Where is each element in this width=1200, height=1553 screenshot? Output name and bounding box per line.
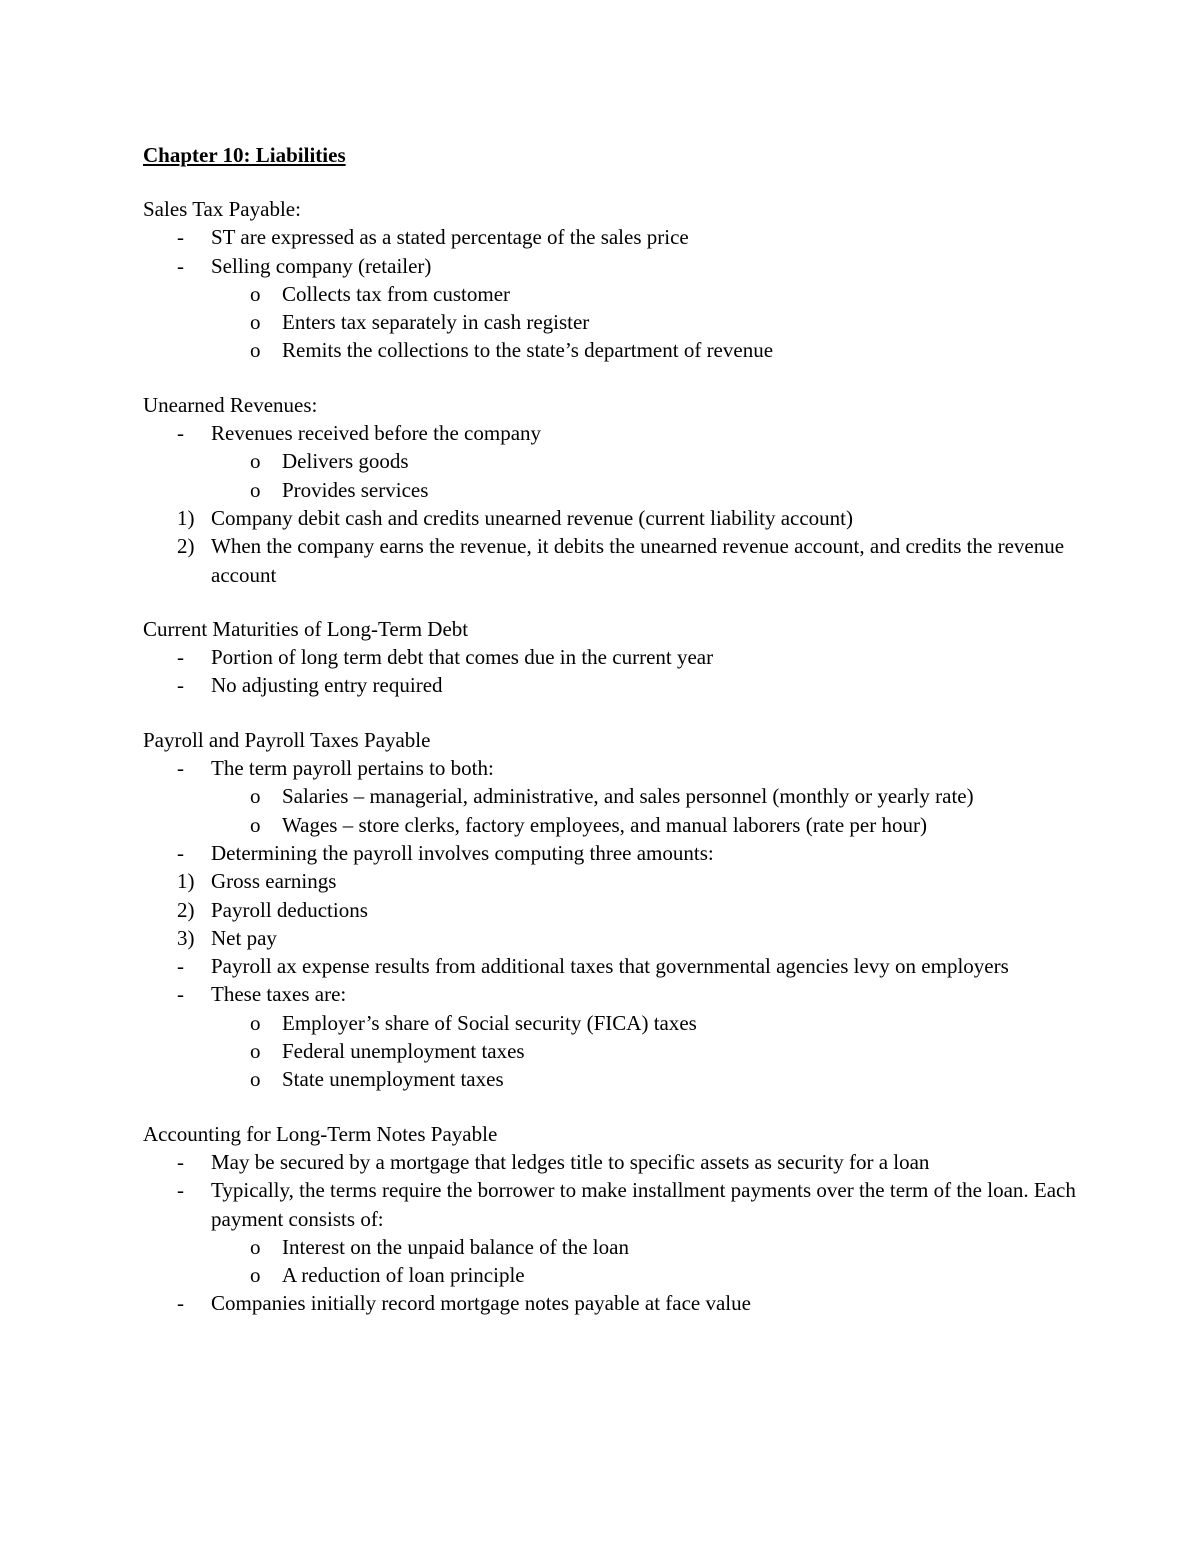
number-marker: 1) — [177, 505, 195, 530]
circle-bullet: o — [250, 1263, 261, 1288]
list-item-text: State unemployment taxes — [282, 1067, 504, 1092]
list-item-text: Remits the collections to the state’s department of revenue — [282, 338, 774, 363]
list-item-text: Payroll deductions — [211, 897, 368, 922]
dash-bullet: - — [177, 421, 184, 446]
list-item-text: Revenues received before the company — [211, 421, 542, 446]
numbered-item — [143, 532, 1083, 589]
list-item-text: Portion of long term debt that comes due in the current year — [211, 645, 714, 670]
list-item — [143, 754, 1083, 782]
circle-bullet: o — [250, 1010, 261, 1035]
section-current-maturities — [143, 615, 1083, 700]
circle-bullet: o — [250, 477, 261, 502]
sub-list-item — [143, 476, 1083, 504]
list-item — [143, 1176, 1083, 1233]
section-unearned-revenues — [143, 391, 1083, 589]
numbered-item — [143, 867, 1083, 895]
dash-bullet: - — [177, 756, 184, 781]
list-item-text: ST are expressed as a stated percentage of the sales price — [211, 225, 689, 250]
list-item — [143, 1289, 1083, 1317]
section-heading: Unearned Revenues: — [143, 392, 318, 417]
list-item-text: The term payroll pertains to both: — [211, 756, 494, 781]
section-heading: Accounting for Long-Term Notes Payable — [143, 1121, 498, 1146]
list-item-text: Enters tax separately in cash register — [282, 310, 590, 335]
dash-bullet: - — [177, 840, 184, 865]
sub-list-item — [143, 811, 1083, 839]
dash-bullet: - — [177, 225, 184, 250]
list-item-text: Net pay — [211, 925, 277, 950]
circle-bullet: o — [250, 784, 261, 809]
list-item-text: Employer’s share of Social security (FICA) taxes — [282, 1010, 697, 1035]
list-item-text: Typically, the terms require the borrower to make installment payments over the term of the loan. Each payment consists of: — [211, 1178, 1076, 1231]
list-item-text: Payroll ax expense results from additional taxes that governmental agencies levy on employers — [211, 954, 1009, 979]
list-item — [143, 952, 1083, 980]
page-title: Chapter 10: Liabilities — [143, 143, 346, 167]
list-item — [143, 980, 1083, 1008]
list-item-text: Gross earnings — [211, 869, 337, 894]
list-item — [143, 643, 1083, 671]
circle-bullet: o — [250, 1067, 261, 1092]
sub-list-item — [143, 1233, 1083, 1261]
sub-list-item — [143, 447, 1083, 475]
list-item-text: Delivers goods — [282, 449, 409, 474]
circle-bullet: o — [250, 310, 261, 335]
sub-list-item — [143, 1065, 1083, 1093]
sub-list-item — [143, 308, 1083, 336]
section-long-term-notes — [143, 1120, 1083, 1318]
list-item — [143, 1148, 1083, 1176]
circle-bullet: o — [250, 281, 261, 306]
dash-bullet: - — [177, 1291, 184, 1316]
list-item-text: Determining the payroll involves computing three amounts: — [211, 840, 714, 865]
circle-bullet: o — [250, 449, 261, 474]
numbered-item — [143, 504, 1083, 532]
list-item-text: A reduction of loan principle — [282, 1263, 525, 1288]
list-item-text: Selling company (retailer) — [211, 253, 432, 278]
section-heading: Payroll and Payroll Taxes Payable — [143, 727, 431, 752]
list-item — [143, 671, 1083, 699]
dash-bullet: - — [177, 645, 184, 670]
sub-list-item — [143, 1261, 1083, 1289]
section-payroll-taxes — [143, 726, 1083, 1094]
list-item-text: Salaries – managerial, administrative, and sales personnel (monthly or yearly rate) — [282, 784, 974, 809]
list-item — [143, 252, 1083, 280]
sub-list-item — [143, 782, 1083, 810]
list-item-text: Company debit cash and credits unearned revenue (current liability account) — [211, 505, 853, 530]
list-item — [143, 419, 1083, 447]
circle-bullet: o — [250, 1234, 261, 1259]
numbered-item — [143, 924, 1083, 952]
number-marker: 3) — [177, 925, 195, 950]
list-item-text: When the company earns the revenue, it debits the unearned revenue account, and credits the revenue account — [211, 534, 1065, 587]
dash-bullet: - — [177, 982, 184, 1007]
list-item-text: These taxes are: — [211, 982, 347, 1007]
dash-bullet: - — [177, 673, 184, 698]
list-item-text: Wages – store clerks, factory employees, and manual laborers (rate per hour) — [282, 812, 927, 837]
circle-bullet: o — [250, 812, 261, 837]
list-item-text: Federal unemployment taxes — [282, 1039, 525, 1064]
sub-list-item — [143, 336, 1083, 364]
number-marker: 2) — [177, 534, 195, 559]
section-heading: Sales Tax Payable: — [143, 197, 301, 221]
list-item — [143, 223, 1083, 251]
section-sales-tax-payable — [143, 195, 1083, 365]
sub-list-item — [143, 1037, 1083, 1065]
numbered-item — [143, 896, 1083, 924]
circle-bullet: o — [250, 338, 261, 363]
dash-bullet: - — [177, 1178, 184, 1203]
number-marker: 2) — [177, 897, 195, 922]
dash-bullet: - — [177, 253, 184, 278]
dash-bullet: - — [177, 1149, 184, 1174]
document-body — [143, 141, 1083, 1318]
section-heading: Current Maturities of Long-Term Debt — [143, 616, 469, 641]
list-item-text: No adjusting entry required — [211, 673, 443, 698]
list-item-text: Provides services — [282, 477, 429, 502]
list-item — [143, 839, 1083, 867]
sub-list-item — [143, 1009, 1083, 1037]
number-marker: 1) — [177, 869, 195, 894]
list-item-text: May be secured by a mortgage that ledges title to specific assets as security for a loan — [211, 1149, 930, 1174]
circle-bullet: o — [250, 1039, 261, 1064]
list-item-text: Interest on the unpaid balance of the loan — [282, 1234, 629, 1259]
dash-bullet: - — [177, 954, 184, 979]
list-item-text: Companies initially record mortgage notes payable at face value — [211, 1291, 751, 1316]
sub-list-item — [143, 280, 1083, 308]
list-item-text: Collects tax from customer — [282, 281, 511, 306]
